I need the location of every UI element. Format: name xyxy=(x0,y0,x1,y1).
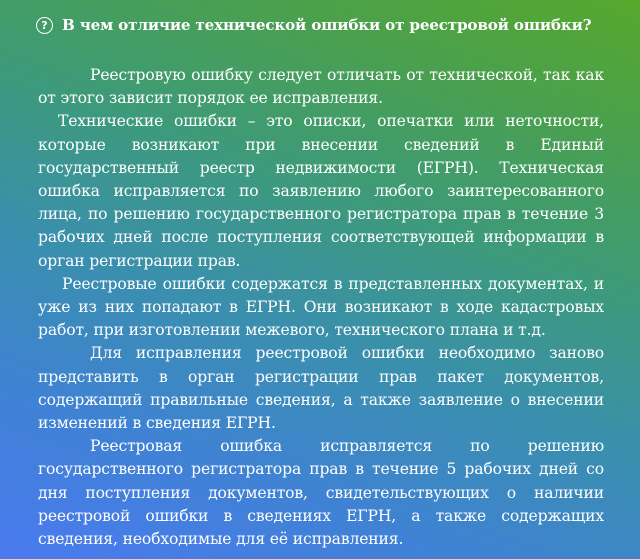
paragraph-technical-errors: Технические ошибки – это описки, опечатки или неточности, которые возникают при внесении сведений в Единый государственный реестр недвижимости (ЕГРН). Техническая ошибка исправляется по заявлению любого заинтересованного лица, по решению государственного регистратора прав в течение 3 рабочих дней после поступления соответствующей информации в орган регистрации прав. xyxy=(38,112,604,270)
article-body xyxy=(38,64,604,551)
header xyxy=(36,16,620,34)
paragraph-correction-term: Реестровая ошибка исправляется по решению государственного регистратора прав в течение 5 рабочих дней со дня поступления документов, свидетельствующих о наличии реестровой ошибки в сведениях ЕГРН, а также содержащих сведения, необходимые для её исправления. xyxy=(38,437,604,549)
question-circle-icon: ? xyxy=(36,17,53,34)
page-title: В чем отличие технической ошибки от реестровой ошибки? xyxy=(62,16,592,34)
paragraph-registry-errors: Реестровые ошибки содержатся в представленных документах, и уже из них попадают в ЕГРН. Они возникают в ходе кадастровых работ, при изготовлении межевого, технического плана и т.д. xyxy=(38,274,604,340)
paragraph-correction-procedure: Для исправления реестровой ошибки необходимо заново представить в орган регистрации прав пакет документов, содержащий правильные сведения, а также заявление о внесении изменений в сведения ЕГРН. xyxy=(38,344,604,433)
paragraph-intro: Реестровую ошибку следует отличать от технической, так как от этого зависит порядок ее исправления. xyxy=(38,66,604,108)
